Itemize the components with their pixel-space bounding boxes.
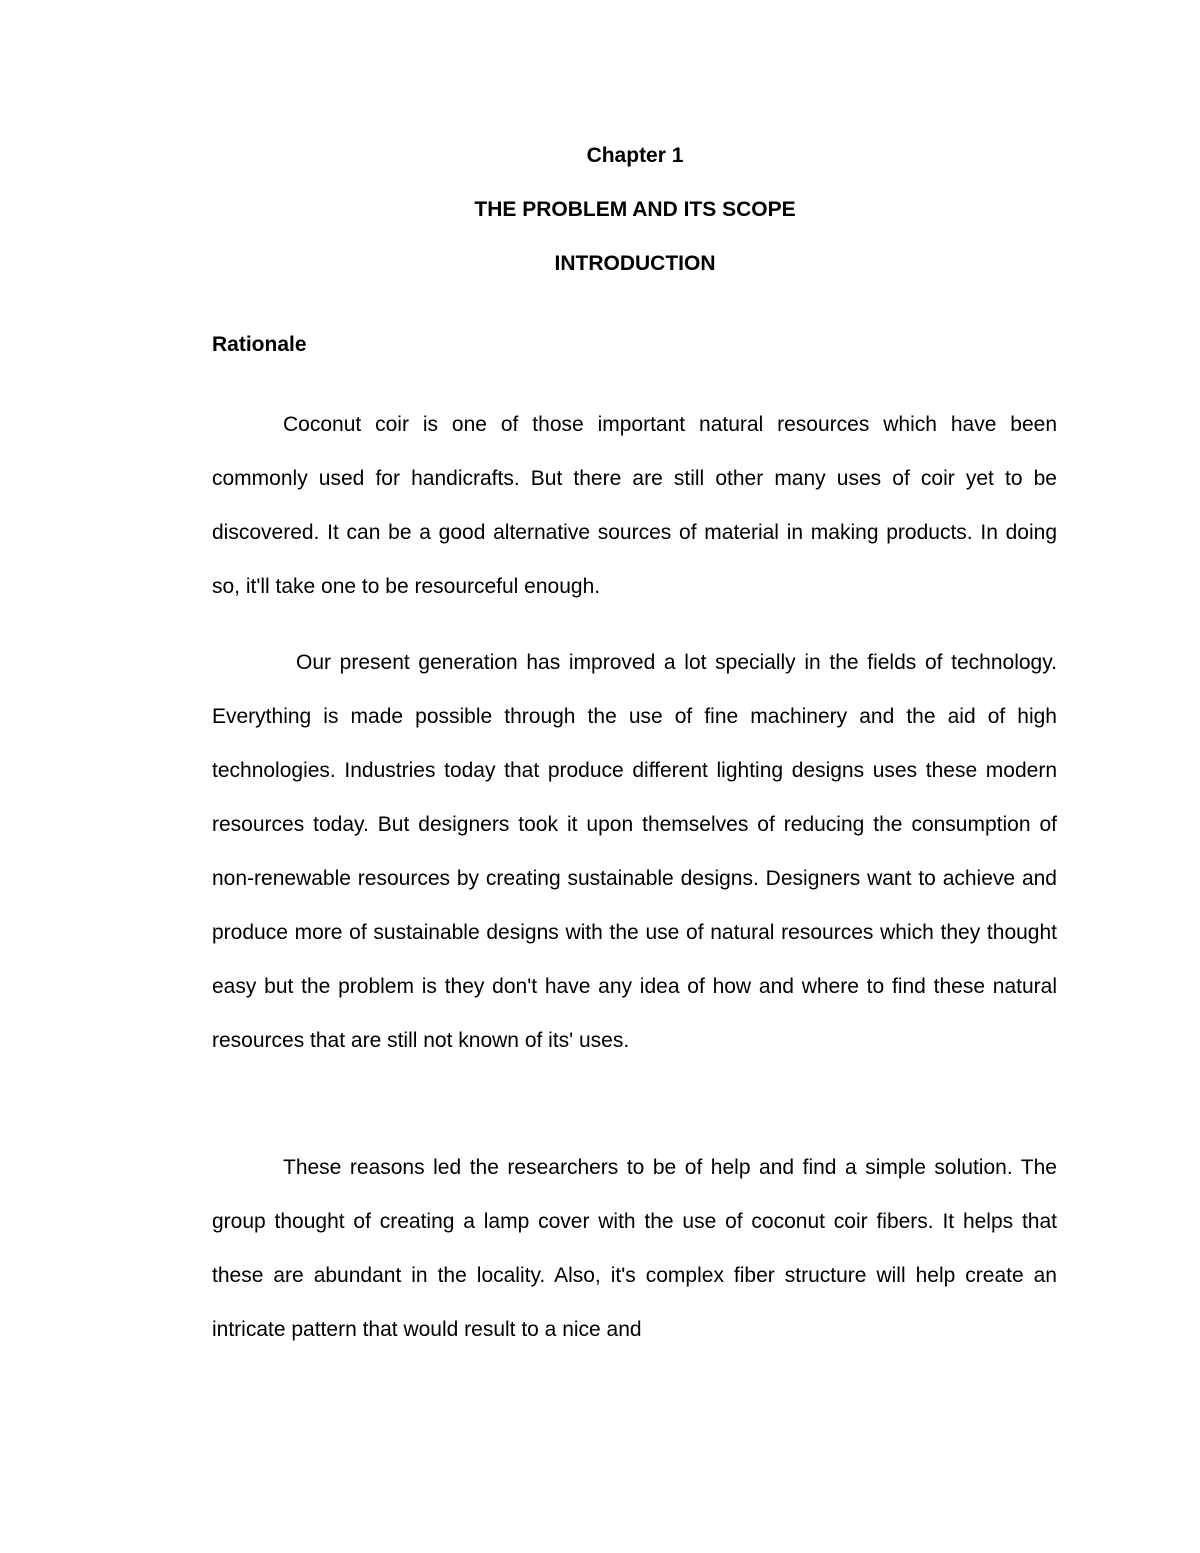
- introduction-heading: INTRODUCTION: [554, 252, 716, 275]
- paragraph-2: Our present generation has improved a lot specially in the fields of technology. Everything is made possible through the use of fine machinery and the aid of high technologies. Industries today that produce different lighting designs uses these modern resources today. But designers took it upon themselves of reducing the consumption of non-renewable resources by creating sustainable designs. Designers want to achieve and produce more of sustainable designs with the use of natural resources which they thought easy but the problem is they don't have any idea of how and where to find these natural resources that are still not known of its' uses.: [212, 651, 1057, 1052]
- chapter-title: THE PROBLEM AND ITS SCOPE: [474, 198, 796, 221]
- paragraph-1: Coconut coir is one of those important natural resources which have been commonly used for handicrafts. But there are still other many uses of coir yet to be discovered. It can be a good alternative sources of material in making products. In doing so, it'll take one to be resourceful enough.: [212, 413, 1057, 598]
- paragraph-3: These reasons led the researchers to be of help and find a simple solution. The group thought of creating a lamp cover with the use of coconut coir fibers. It helps that these are abundant in the locality. Also, it's complex fiber structure will help create an intricate pattern that would result to a nice and: [212, 1156, 1057, 1341]
- section-title-rationale: Rationale: [212, 333, 307, 356]
- chapter-heading: Chapter 1: [586, 144, 684, 167]
